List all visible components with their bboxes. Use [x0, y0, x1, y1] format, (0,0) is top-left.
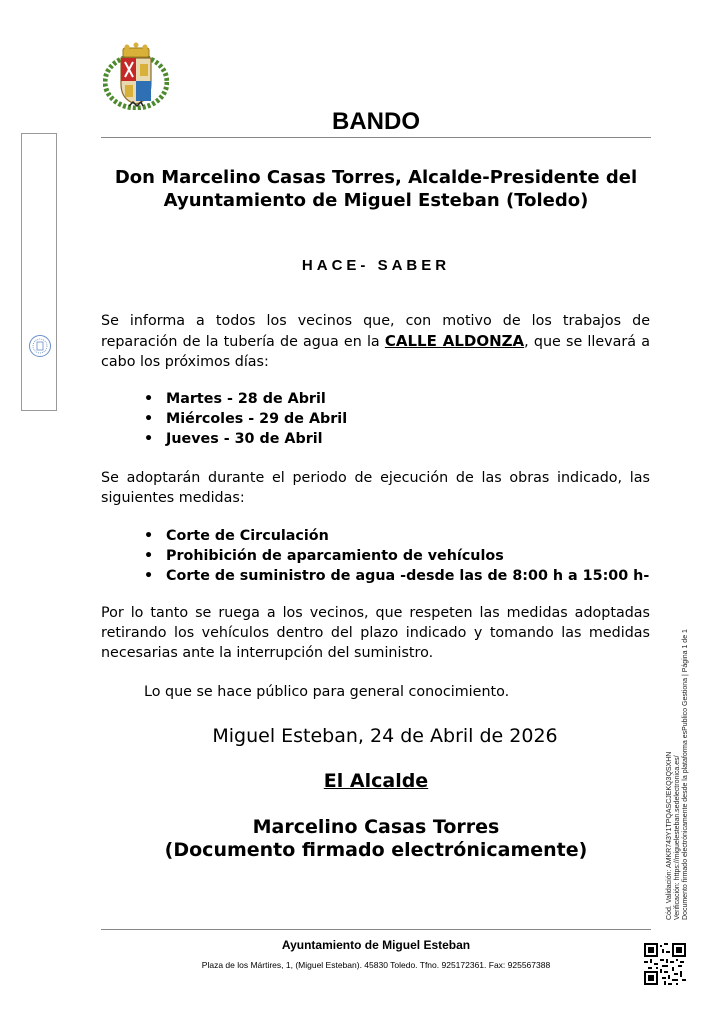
footer-divider	[101, 929, 651, 930]
header-divider	[101, 137, 651, 138]
street-name: CALLE ALDONZA	[384, 332, 525, 350]
place-date: Miguel Esteban, 24 de Abril de 2026	[212, 725, 558, 747]
coat-of-arms-logo	[103, 42, 169, 110]
list-item: • Martes - 28 de Abril	[144, 389, 347, 409]
intro-text-before: Se informa a todos los vecinos que, con motivo de los trabajos de reparación de la tubería de agua en la	[101, 313, 650, 350]
public-notice: Lo que se hace público para general conocimiento.	[144, 684, 510, 700]
heading	[101, 166, 651, 212]
measures-list	[144, 526, 649, 586]
list-item: • Prohibición de aparcamiento de vehículos	[144, 546, 649, 566]
validation-code: Cód. Validación: AMKR743Y1TPQASCJEKQ3QSXHN	[666, 751, 673, 920]
measures-intro-paragraph: Se adoptarán durante el periodo de ejecución de las obras indicado, las siguientes medidas:	[101, 470, 650, 506]
seal-icon	[28, 334, 52, 358]
intro-text-after: , que se llevará a cabo los próximos días:	[101, 334, 650, 370]
validation-doc: Documento firmado electrónicamente desde la plataforma esPublico Gestiona | Página 1 de 1	[682, 629, 689, 920]
closing-paragraph: Por lo tanto se ruega a los vecinos, que respeten las medidas adoptadas retirando los vehículos dentro del plazo indicado y tomando las medidas necesarias ante la interrupción del suministro.	[101, 605, 650, 661]
qr-code-icon	[644, 943, 686, 985]
document-title: BANDO	[332, 108, 420, 135]
signature-stamp-box	[21, 133, 57, 411]
intro-paragraph	[101, 311, 650, 372]
hace-saber: HACE- SABER	[301, 257, 451, 274]
list-item: • Corte de Circulación	[144, 526, 649, 546]
list-item: • Jueves - 30 de Abril	[144, 429, 347, 449]
signature-note: (Documento firmado electrónicamente)	[164, 839, 588, 861]
signer-name: Marcelino Casas Torres	[252, 816, 500, 838]
list-item: • Miércoles - 29 de Abril	[144, 409, 347, 429]
validation-url: Verificación: https://miguelesteban.sedelectronica.es/	[674, 755, 681, 920]
heading-line1: Don Marcelino Casas Torres, Alcalde-Presidente del	[114, 167, 638, 188]
signer-role: El Alcalde	[323, 770, 429, 792]
footer-address: Plaza de los Mártires, 1, (Miguel Esteban). 45830 Toledo. Tfno. 925172361. Fax: 925567388	[201, 960, 551, 970]
list-item: • Corte de suministro de agua -desde las de 8:00 h a 15:00 h-	[144, 566, 649, 586]
dates-list	[144, 389, 347, 449]
heading-line2: Ayuntamiento de Miguel Esteban (Toledo)	[163, 190, 589, 211]
footer-organization: Ayuntamiento de Miguel Esteban	[281, 938, 471, 952]
